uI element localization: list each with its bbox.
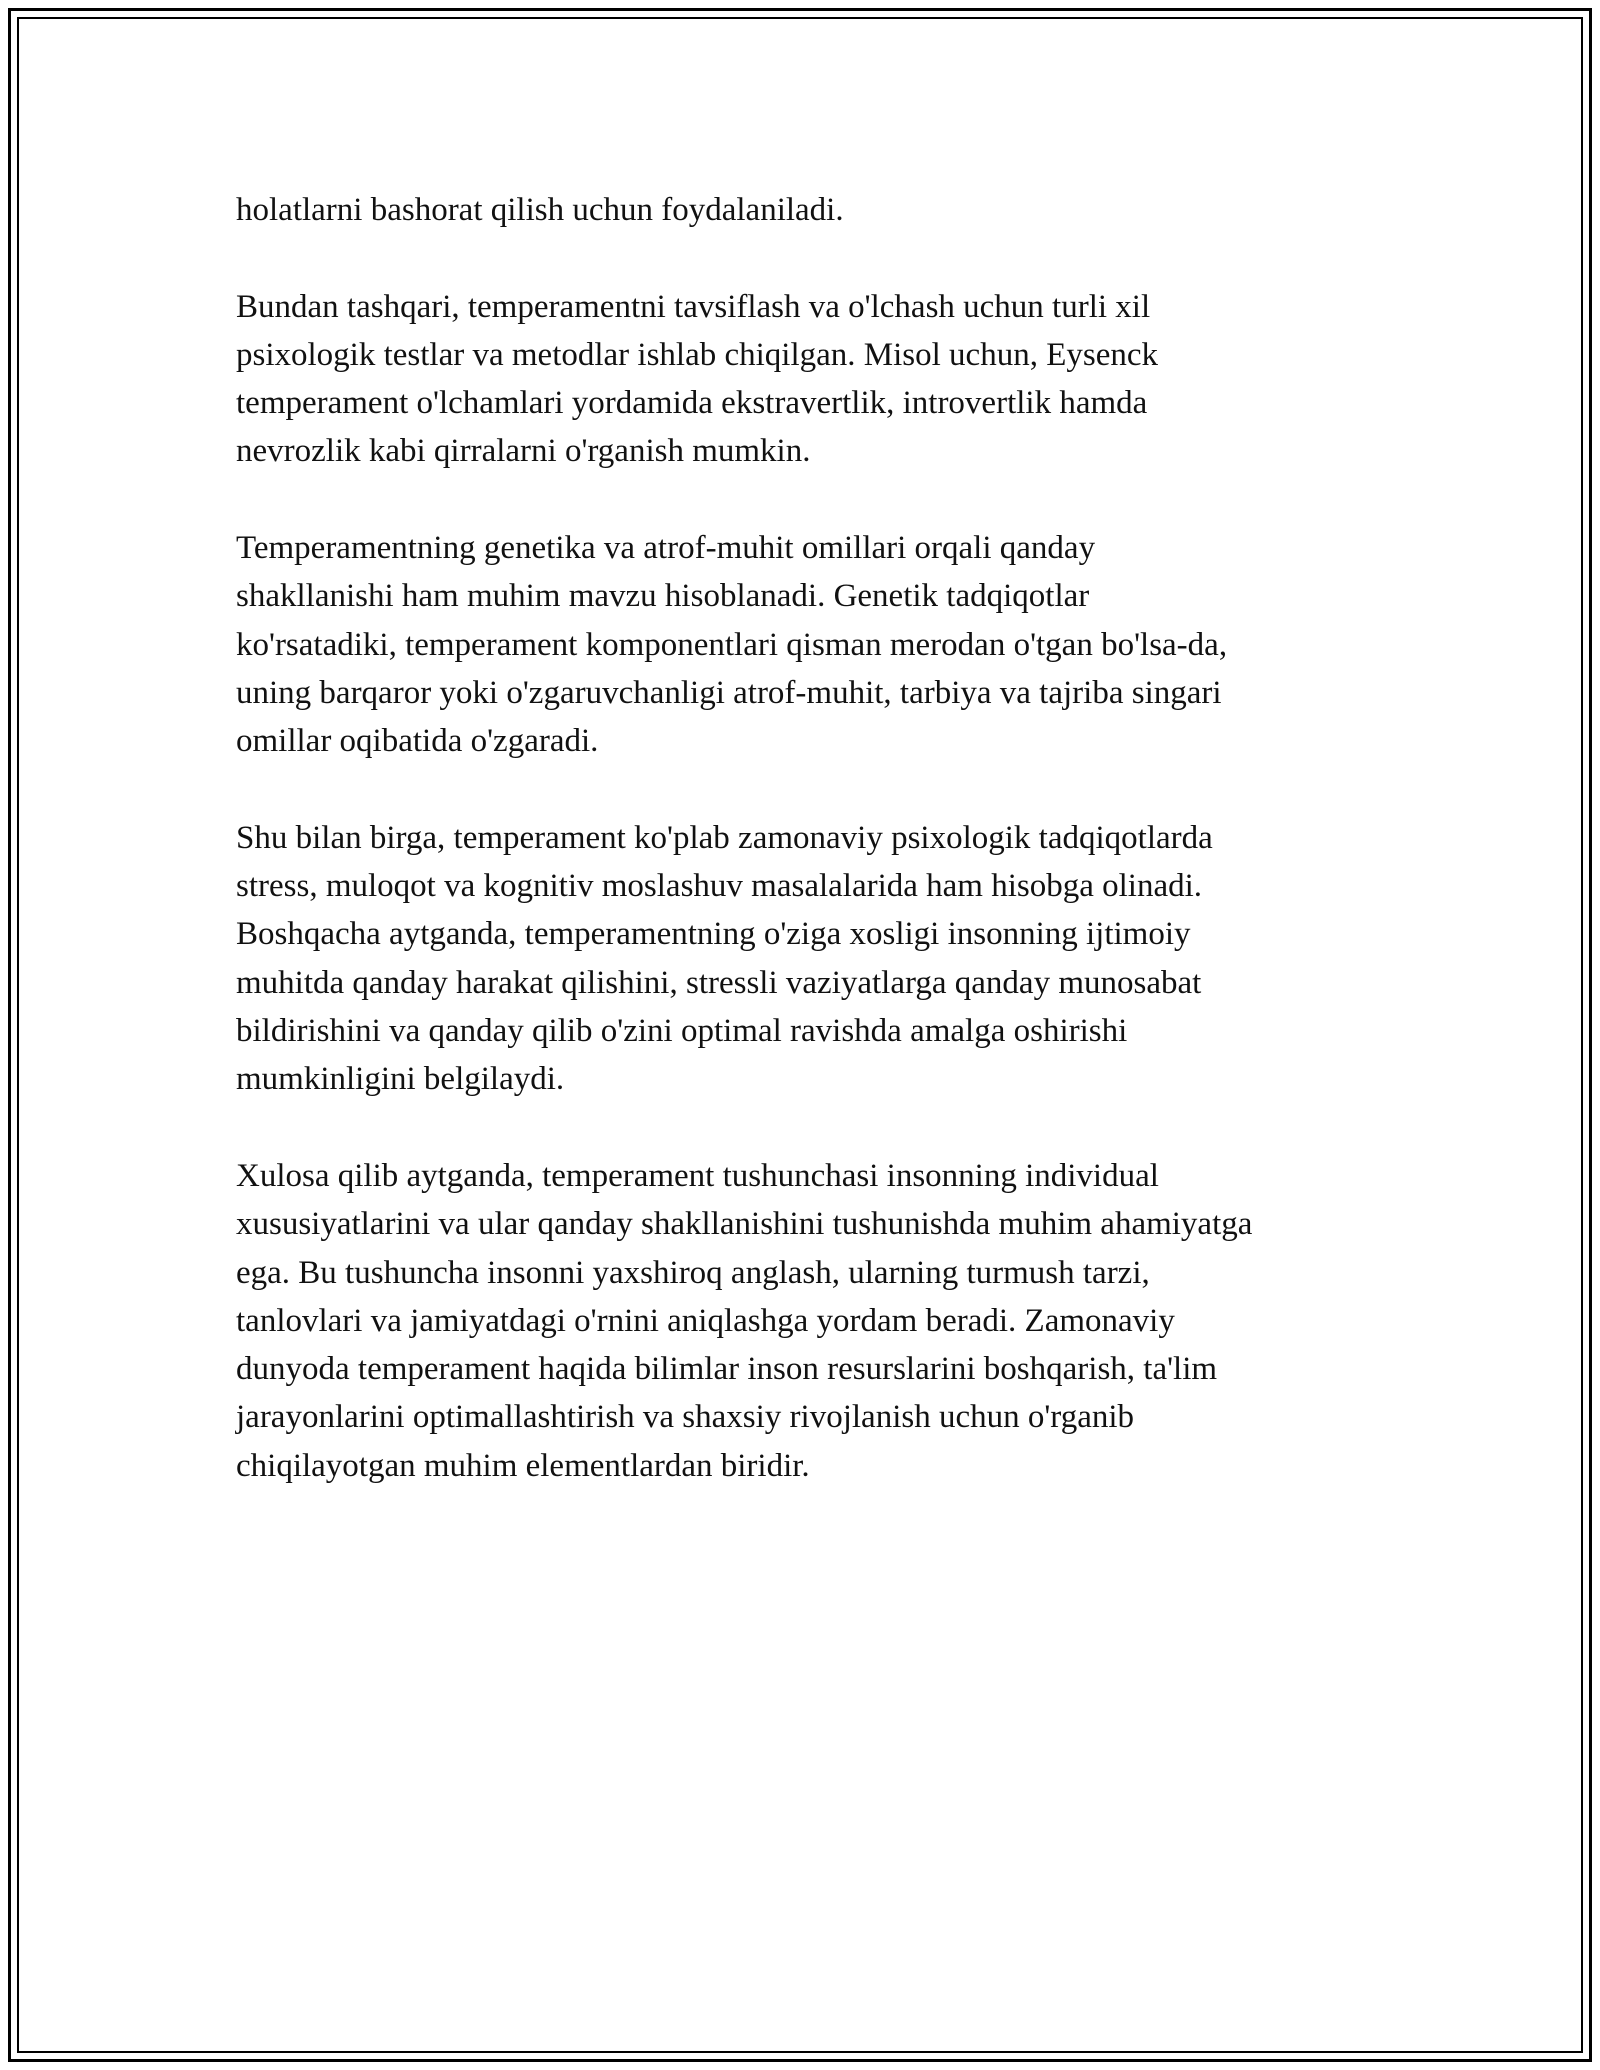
text-line: Boshqacha aytganda, temperamentning o'ziga xosligi insonning ijtimoiy <box>236 916 1191 953</box>
paragraph-1 <box>236 186 1416 234</box>
text-line: temperament o'lchamlari yordamida ekstravertlik, introvertlik hamda <box>236 385 1148 422</box>
document-body <box>236 186 1416 1538</box>
text-line: omillar oqibatida o'zgaradi. <box>236 723 599 760</box>
text-line: jarayonlarini optimallashtirish va shaxsiy rivojlanish uchun o'rganib <box>236 1399 1135 1436</box>
text-line: mumkinligini belgilaydi. <box>236 1061 565 1098</box>
text-line: Temperamentning genetika va atrof-muhit omillari orqali qanday <box>236 530 1096 567</box>
paragraph-4 <box>236 814 1416 1104</box>
text-line: shakllanishi ham muhim mavzu hisoblanadi. Genetik tadqiqotlar <box>236 578 1090 615</box>
paragraph-2 <box>236 283 1416 476</box>
text-line: dunyoda temperament haqida bilimlar inson resurslarini boshqarish, ta'lim <box>236 1351 1218 1388</box>
text-line: muhitda qanday harakat qilishini, stressli vaziyatlarga qanday munosabat <box>236 964 1202 1001</box>
text-line: ega. Bu tushuncha insonni yaxshiroq anglash, ularning turmush tarzi, <box>236 1254 1150 1291</box>
text-line: uning barqaror yoki o'zgaruvchanligi atrof-muhit, tarbiya va tajriba singari <box>236 674 1222 711</box>
text-line: bildirishini va qanday qilib o'zini optimal ravishda amalga oshirishi <box>236 1013 1128 1050</box>
text-line: nevrozlik kabi qirralarni o'rganish mumkin. <box>236 433 811 470</box>
text-line: Shu bilan birga, temperament ko'plab zamonaviy psixologik tadqiqotlarda <box>236 819 1213 856</box>
text-line: Bundan tashqari, temperamentni tavsiflash va o'lchash uchun turli xil <box>236 288 1151 325</box>
text-line: Xulosa qilib aytganda, temperament tushunchasi insonning individual <box>236 1157 1159 1194</box>
paragraph-3 <box>236 524 1416 765</box>
text-line: stress, muloqot va kognitiv moslashuv masalalarida ham hisobga olinadi. <box>236 868 1203 905</box>
text-line: chiqilayotgan muhim elementlardan biridir. <box>236 1447 810 1484</box>
text-line: ko'rsatadiki, temperament komponentlari qisman merodan o'tgan bo'lsa-da, <box>236 626 1228 663</box>
text-line: psixologik testlar va metodlar ishlab chiqilgan. Misol uchun, Eysenck <box>236 336 1159 373</box>
text-line: xususiyatlarini va ular qanday shakllanishini tushunishda muhim ahamiyatga <box>236 1206 1253 1243</box>
text-line: holatlarni bashorat qilish uchun foydalaniladi. <box>236 192 844 228</box>
paragraph-5 <box>236 1152 1416 1490</box>
text-line: tanlovlari va jamiyatdagi o'rnini aniqlashga yordam beradi. Zamonaviy <box>236 1302 1175 1339</box>
